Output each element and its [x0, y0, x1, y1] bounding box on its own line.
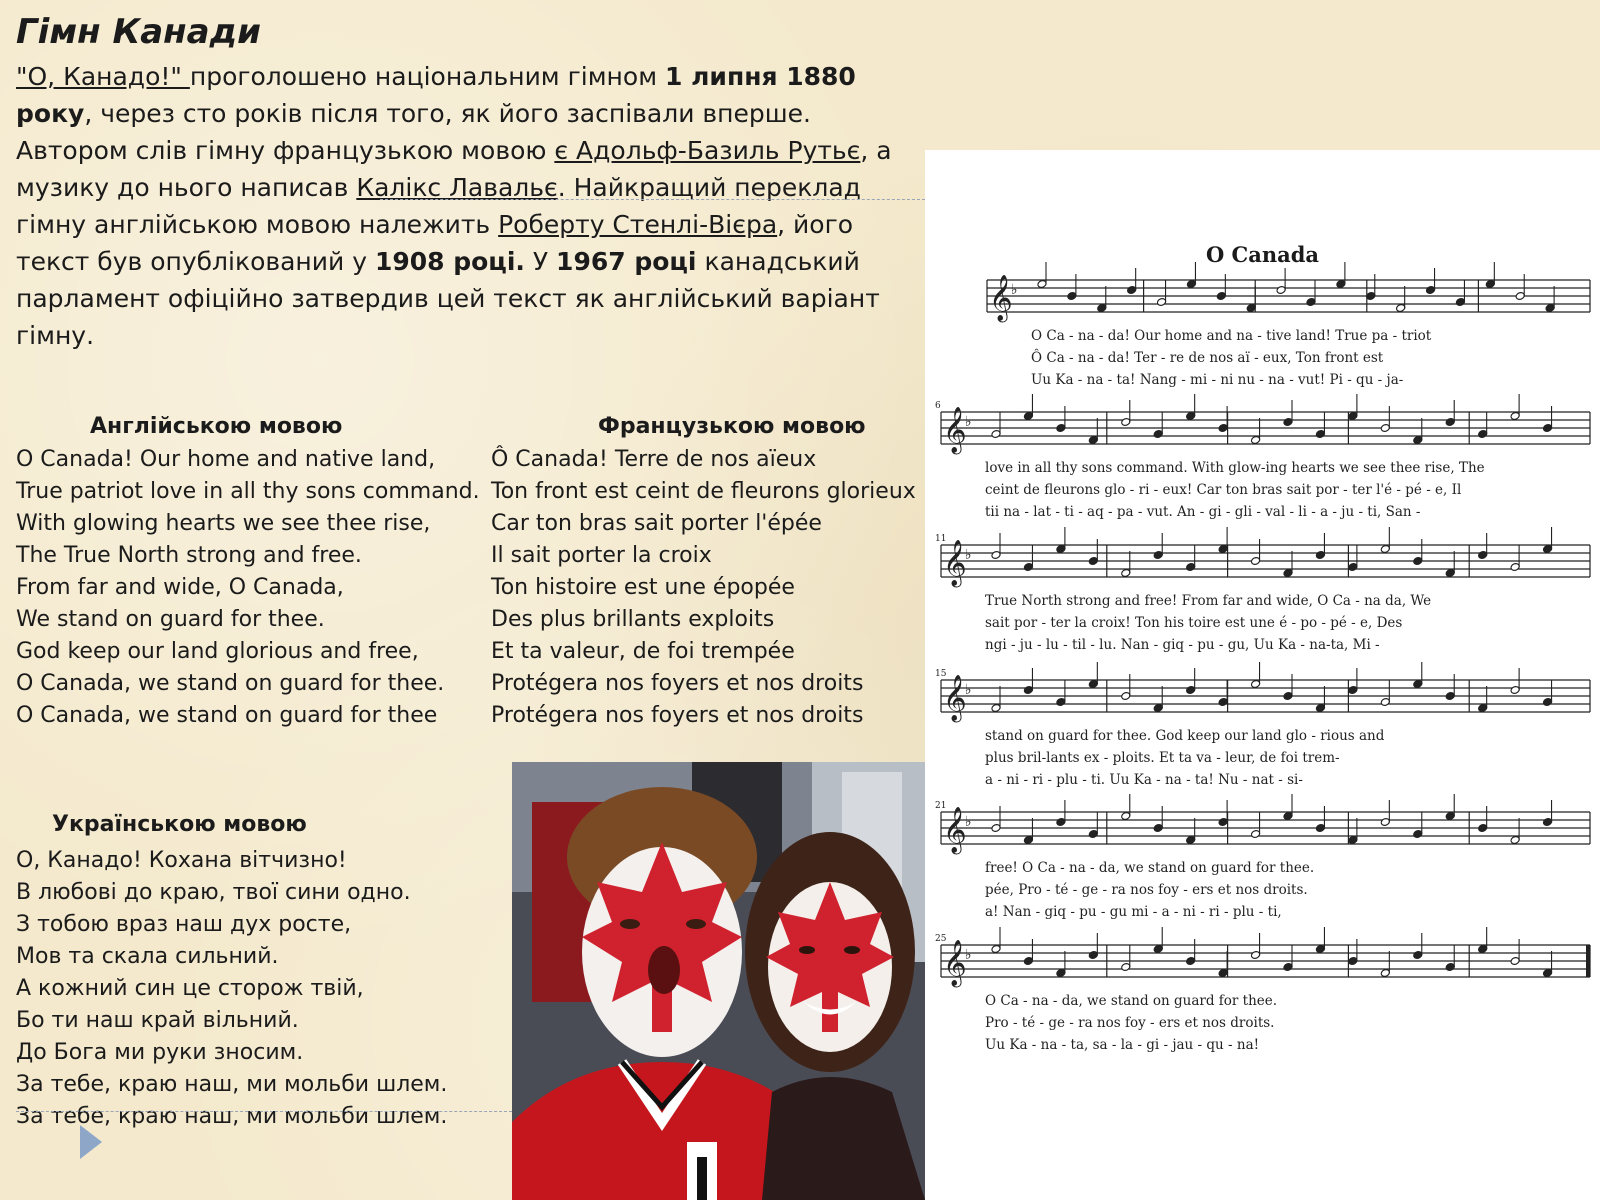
next-slide-icon[interactable]	[80, 1125, 102, 1159]
lyric-line: We stand on guard for thee.	[16, 607, 325, 632]
lyric-line: O Canada, we stand on guard for thee.	[16, 671, 445, 696]
divider-bottom	[16, 1111, 512, 1112]
staff-system	[935, 662, 1590, 788]
flat-icon: ♭	[1011, 282, 1018, 298]
treble-clef-icon: 𝄞	[943, 940, 967, 986]
flat-icon: ♭	[965, 414, 972, 430]
lyric-line: За тебе, краю наш, ми мольби шлем.	[16, 1104, 448, 1129]
author-link[interactable]: є Адольф-Базиль Рутьє	[554, 136, 861, 165]
lyric-line: O Canada, we stand on guard for thee	[16, 703, 438, 728]
lyric-syllables: tii na - lat - ti - aq - pa - vut. An - gi - gli - val - li - a - ju - ti, San -	[985, 504, 1421, 520]
lyric-syllables: Uu Ka - na - ta, sa - la - gi - jau - qu - na!	[985, 1037, 1260, 1053]
intro-text-2: , через сто років після того, як його заспівали вперше. Автором слів гімну французькою мовою	[16, 99, 811, 165]
english-heading: Англійською мовою	[90, 414, 343, 439]
lyric-line: Ton histoire est une épopée	[491, 575, 795, 600]
divider-top	[380, 199, 925, 200]
lyric-syllables: stand on guard for thee. God keep our land glo - rious and	[985, 728, 1385, 744]
ukrainian-lyrics	[16, 845, 447, 1133]
treble-clef-icon: 𝄞	[943, 407, 967, 453]
lyric-line: А кожний син це сторож твій,	[16, 976, 364, 1001]
flat-icon: ♭	[965, 547, 972, 563]
measure-number: 11	[935, 534, 947, 544]
intro-text-6: У	[524, 247, 557, 276]
flat-icon: ♭	[965, 947, 972, 963]
staff-system	[935, 394, 1590, 520]
lyric-line: За тебе, краю наш, ми мольби шлем.	[16, 1072, 448, 1097]
intro-year-1908: 1908 році.	[374, 247, 525, 276]
lyric-line: True patriot love in all thy sons command.	[16, 479, 480, 504]
lyric-syllables: Pro - té - ge - ra nos foy - ers et nos droits.	[985, 1015, 1275, 1031]
lyric-line: Protégera nos foyers et nos droits	[491, 671, 864, 696]
french-heading: Французькою мовою	[598, 414, 866, 439]
translator-link[interactable]: Роберту Стенлі-Вієра	[498, 210, 778, 239]
treble-clef-icon: 𝄞	[989, 275, 1013, 321]
lyric-syllables: O Ca - na - da! Our home and na - tive land! True pa - triot	[1031, 328, 1432, 344]
lyric-line: God keep our land glorious and free,	[16, 639, 419, 664]
fans-photo-drawing	[512, 762, 925, 1200]
flat-icon: ♭	[965, 682, 972, 698]
lyric-line: З тобою враз наш дух росте,	[16, 912, 352, 937]
treble-clef-icon: 𝄞	[943, 540, 967, 586]
lyric-syllables: plus bril-lants ex - ploits. Et ta va - leur, de foi trem-	[985, 750, 1340, 766]
anthem-link[interactable]: "О, Канадо!"	[16, 62, 190, 91]
lyric-syllables: a - ni - ri - plu - ti. Uu Ka - na - ta! Nu - nat - si-	[985, 772, 1303, 788]
staff-system	[935, 794, 1590, 920]
lyric-line: Et ta valeur, de foi trempée	[491, 639, 795, 664]
score-title: O Canada	[1205, 242, 1320, 267]
intro-text-1: проголошено національним гімном	[189, 62, 666, 91]
staff-system	[987, 262, 1590, 388]
lyric-line: Ton front est ceint de fleurons glorieux	[491, 479, 916, 504]
lyric-line: Мов та скала сильний.	[16, 944, 279, 969]
intro-text-5: , його текст був опублікований у	[16, 210, 854, 276]
intro-date: 1 липня 1880 року	[16, 62, 856, 128]
lyric-syllables: love in all thy sons command. With glow-ing hearts we see thee rise, The	[985, 460, 1485, 476]
lyric-line: Il sait porter la croix	[491, 543, 712, 568]
lyric-line: The True North strong and free.	[16, 543, 362, 568]
lyric-syllables: a! Nan - giq - pu - gu mi - a - ni - ri - plu - ti,	[985, 904, 1282, 920]
lyric-line: До Бога ми руки зносим.	[16, 1040, 304, 1065]
lyric-syllables: Ô Ca - na - da! Ter - re de nos aï - eux, Ton front est	[1031, 350, 1384, 366]
intro-year-1967: 1967 році	[556, 247, 697, 276]
sheet-music	[925, 150, 1600, 1200]
lyric-line: В любові до краю, твої сини одно.	[16, 880, 411, 905]
measure-number: 21	[935, 801, 947, 811]
lyric-line: O Canada! Our home and native land,	[16, 447, 436, 472]
lyric-syllables: sait por - ter la croix! Ton his toire est une é - po - pé - e, Des	[985, 615, 1403, 631]
measure-number: 25	[935, 934, 947, 944]
intro-paragraph	[16, 58, 916, 354]
lyric-line: Protégera nos foyers et nos droits	[491, 703, 864, 728]
lyric-syllables: free! O Ca - na - da, we stand on guard for thee.	[985, 860, 1315, 876]
english-lyrics	[16, 444, 480, 732]
lyric-line: Ô Canada! Terre de nos aïeux	[491, 447, 817, 472]
intro-text-7: канадський парламент офіційно затвердив цей текст як англійський варіант гімну.	[16, 247, 880, 350]
flat-icon: ♭	[965, 814, 972, 830]
lyric-syllables: pée, Pro - té - ge - ra nos foy - ers et nos droits.	[985, 882, 1308, 898]
lyric-line: Des plus brillants exploits	[491, 607, 775, 632]
score-staves	[925, 150, 1600, 1200]
staff-system	[935, 927, 1590, 1053]
treble-clef-icon: 𝄞	[943, 807, 967, 853]
treble-clef-icon: 𝄞	[943, 675, 967, 721]
lyric-line: From far and wide, O Canada,	[16, 575, 344, 600]
lyric-line: О, Канадо! Кохана вітчизно!	[16, 848, 347, 873]
lyric-line: With glowing hearts we see thee rise,	[16, 511, 431, 536]
lyric-syllables: O Ca - na - da, we stand on guard for thee.	[985, 993, 1278, 1009]
measure-number: 15	[935, 669, 947, 679]
final-barline	[1586, 945, 1590, 977]
intro-text-4: . Найкращий переклад гімну англійською мовою належить	[16, 173, 861, 239]
lyric-syllables: ngi - ju - lu - til - lu. Nan - giq - pu - gu, Uu Ka - na-ta, Mi -	[985, 637, 1380, 653]
intro-text-3: , а музику до нього написав	[16, 136, 892, 202]
page-title: Гімн Канади	[16, 12, 261, 52]
measure-number: 6	[935, 401, 941, 411]
lyric-line: Бо ти наш край вільний.	[16, 1008, 299, 1033]
lyric-syllables: ceint de fleurons glo - ri - eux! Car ton bras sait por - ter l'é - pé - e, Il	[985, 482, 1462, 498]
lyric-syllables: Uu Ka - na - ta! Nang - mi - ni nu - na - vut! Pi - qu - ja-	[1031, 372, 1404, 388]
ukrainian-heading: Українською мовою	[52, 812, 307, 837]
staff-system	[935, 527, 1590, 653]
lyric-syllables: True North strong and free! From far and wide, O Ca - na da, We	[985, 593, 1432, 609]
fans-photo	[512, 762, 925, 1200]
french-lyrics	[491, 444, 916, 732]
composer-link[interactable]: Калікс Лавальє	[356, 173, 558, 202]
lyric-line: Car ton bras sait porter l'épée	[491, 511, 822, 536]
